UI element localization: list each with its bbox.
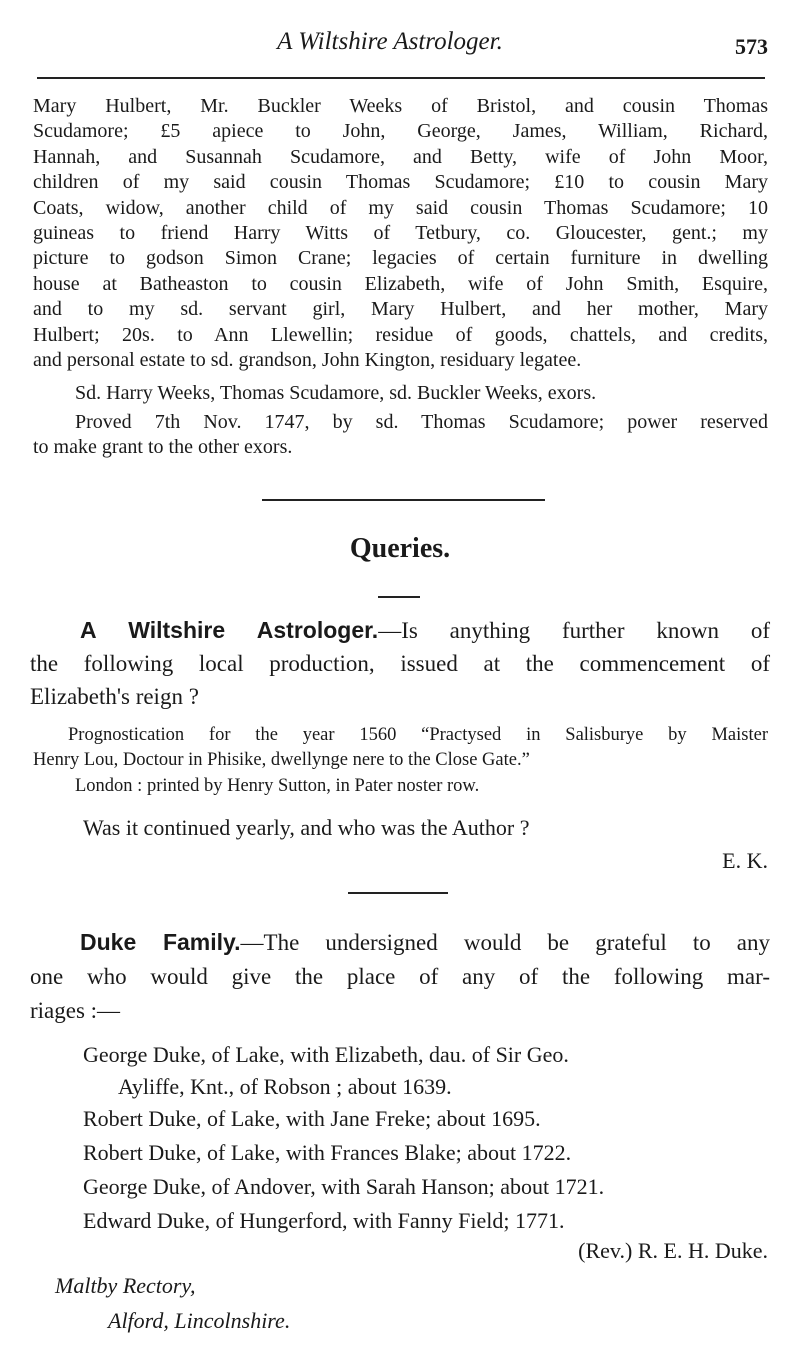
text-line: riages :— xyxy=(30,998,121,1023)
text-line: Hulbert; 20s. to Ann Llewellin; residue of goods, chattels, and credits, xyxy=(33,323,768,346)
text-line xyxy=(80,614,770,647)
marriage-entry: Edward Duke, of Hungerford, with Fanny Field; 1771. xyxy=(83,1208,565,1233)
text-line: Scudamore; £5 apiece to John, George, James, William, Richard, xyxy=(33,120,768,143)
marriage-entry: Robert Duke, of Lake, with Jane Freke; about 1695. xyxy=(83,1106,541,1131)
text-line: the following local production, issued at the commencement of xyxy=(30,651,770,676)
will-paragraph xyxy=(33,94,768,373)
text-line: picture to godson Simon Crane; legacies of certain furniture in dwelling xyxy=(33,247,768,270)
header-rule xyxy=(37,77,765,79)
text-line: guineas to friend Harry Witts of Tetbury, co. Gloucester, gent.; my xyxy=(33,222,768,245)
astrologer-signature: E. K. xyxy=(722,848,768,873)
running-title: A Wiltshire Astrologer. xyxy=(277,28,503,55)
text-line: Prognostication for the year 1560 “Practysed in Salisburye by Maister xyxy=(68,725,768,745)
imprint-line: London : printed by Henry Sutton, in Pater noster row. xyxy=(75,776,480,796)
page-number: 573 xyxy=(735,34,768,59)
section-rule xyxy=(262,499,545,501)
text-line: and to my sd. servant girl, Mary Hulbert, and her mother, Mary xyxy=(33,298,768,321)
address-line-1: Maltby Rectory, xyxy=(55,1273,196,1298)
address-line-2: Alford, Lincolnshire. xyxy=(108,1308,291,1333)
marriage-entry: George Duke, of Andover, with Sarah Hanson; about 1721. xyxy=(83,1174,605,1199)
queries-heading: Queries. xyxy=(349,533,451,564)
heading-rule xyxy=(378,596,420,598)
text-line: Henry Lou, Doctour in Phisike, dwellynge nere to the Close Gate.” xyxy=(33,750,530,770)
query-separator-rule xyxy=(348,892,448,894)
question-line: Was it continued yearly, and who was the Author ? xyxy=(83,815,530,840)
marriage-entry: George Duke, of Lake, with Elizabeth, dau. of Sir Geo. xyxy=(83,1042,569,1067)
duke-query xyxy=(30,925,770,1028)
text-line: Hannah, and Susannah Scudamore, and Betty, wife of John Moor, xyxy=(33,145,768,168)
marriage-entry: Ayliffe, Knt., of Robson ; about 1639. xyxy=(118,1074,452,1099)
text-line: Proved 7th Nov. 1747, by sd. Thomas Scudamore; power reserved xyxy=(75,411,768,433)
text-line: one who would give the place of any of the following mar- xyxy=(30,964,770,989)
text-line: and personal estate to sd. grandson, John Kington, residuary legatee. xyxy=(33,349,582,372)
text-line: Coats, widow, another child of my said cousin Thomas Scudamore; 10 xyxy=(33,196,768,219)
prognostication-quote xyxy=(33,723,768,773)
query-text: —Is anything further known of xyxy=(378,618,771,643)
query-title: A Wiltshire Astrologer. xyxy=(80,617,379,643)
proved-paragraph xyxy=(33,410,768,460)
text-line: house at Batheaston to cousin Elizabeth, wife of John Smith, Esquire, xyxy=(33,272,768,295)
text-line: Mary Hulbert, Mr. Buckler Weeks of Bristol, and cousin Thomas xyxy=(33,95,768,117)
text-line xyxy=(80,925,770,960)
text-line: Elizabeth's reign ? xyxy=(30,684,199,709)
executors-line: Sd. Harry Weeks, Thomas Scudamore, sd. Buckler Weeks, exors. xyxy=(75,382,597,404)
marriage-entry: Robert Duke, of Lake, with Frances Blake; about 1722. xyxy=(83,1140,572,1165)
astrologer-query xyxy=(30,614,770,713)
text-line: children of my said cousin Thomas Scudamore; £10 to cousin Mary xyxy=(33,171,768,194)
duke-signature: (Rev.) R. E. H. Duke. xyxy=(578,1238,768,1263)
marriages-list xyxy=(83,1038,604,1238)
text-line: to make grant to the other exors. xyxy=(33,436,293,458)
query-title: Duke Family. xyxy=(80,929,241,955)
query-text: —The undersigned would be grateful to any xyxy=(240,930,770,955)
